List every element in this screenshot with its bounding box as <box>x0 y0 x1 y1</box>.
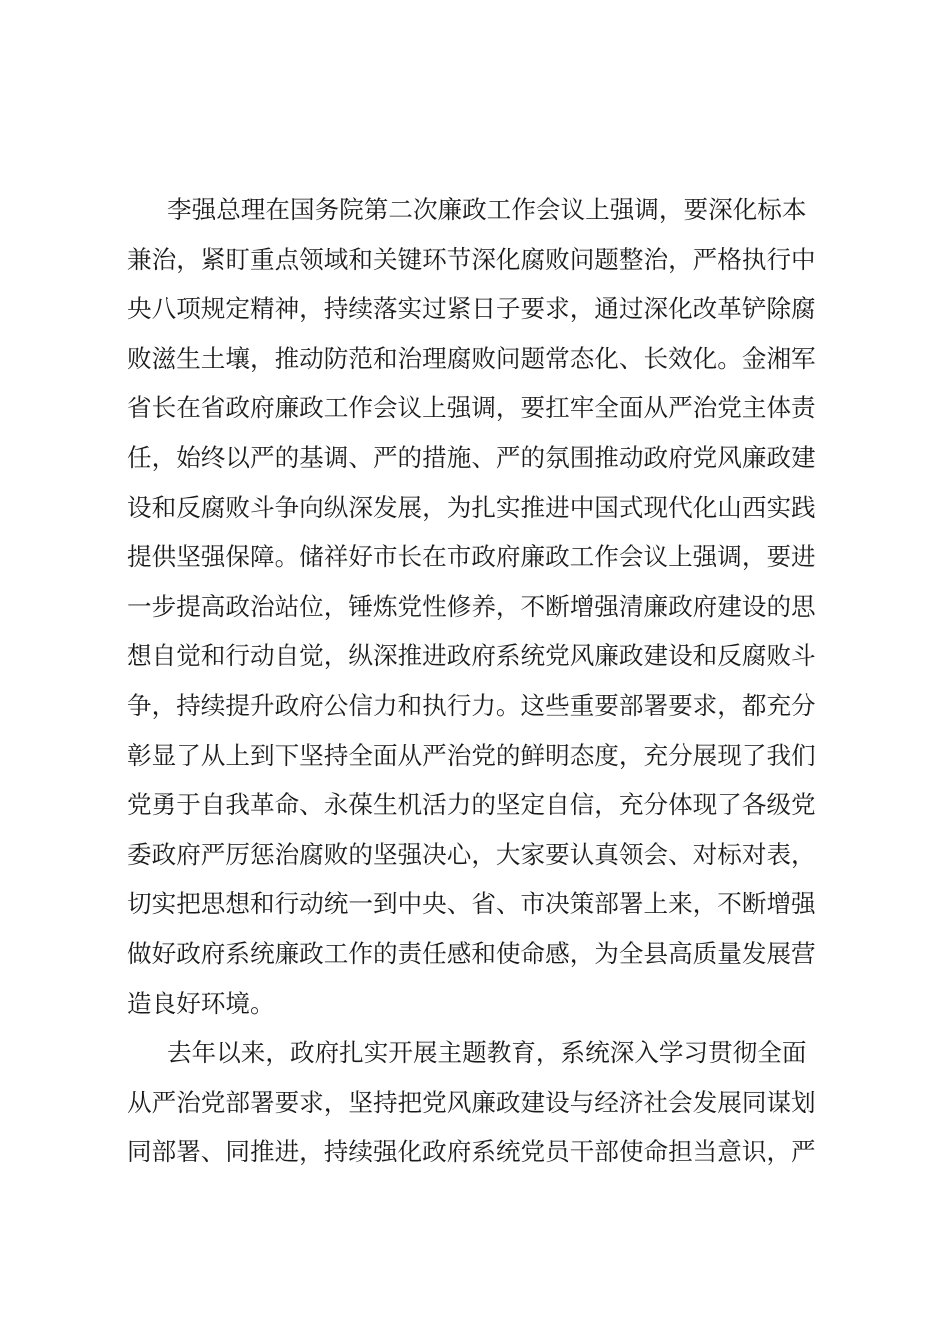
text-line: 同部署、同推进，持续强化政府系统党员干部使命担当意识，严 <box>127 1137 816 1167</box>
paragraph-1 <box>127 185 847 1028</box>
text-line: 党勇于自我革命、永葆生机活力的坚定自信，充分体现了各级党 <box>127 790 816 820</box>
text-line: 设和反腐败斗争向纵深发展，为扎实推进中国式现代化山西实践 <box>127 492 816 522</box>
text-line: 委政府严厉惩治腐败的坚强决心，大家要认真领会、对标对表， <box>127 839 816 869</box>
text-line: 彰显了从上到下坚持全面从严治党的鲜明态度，充分展现了我们 <box>127 740 816 770</box>
text-line: 败滋生土壤，推动防范和治理腐败问题常态化、长效化。金湘军 <box>127 343 816 373</box>
text-line: 提供坚强保障。储祥好市长在市政府廉政工作会议上强调，要进 <box>127 542 816 572</box>
body-text <box>127 185 847 1177</box>
text-line: 李强总理在国务院第二次廉政工作会议上强调，要深化标本 <box>167 195 807 224</box>
text-line: 去年以来，政府扎实开展主题教育，系统深入学习贯彻全面 <box>167 1038 807 1068</box>
text-line: 造良好环境。 <box>127 988 275 1018</box>
text-line: 争，持续提升政府公信力和执行力。这些重要部署要求，都充分 <box>127 690 816 720</box>
text-line: 想自觉和行动自觉，纵深推进政府系统党风廉政建设和反腐败斗 <box>127 641 816 671</box>
text-line: 省长在省政府廉政工作会议上强调，要扛牢全面从严治党主体责 <box>127 393 816 423</box>
text-line: 兼治，紧盯重点领域和关键环节深化腐败问题整治，严格执行中 <box>127 244 816 274</box>
text-line: 从严治党部署要求，坚持把党风廉政建设与经济社会发展同谋划 <box>127 1087 816 1117</box>
text-line: 央八项规定精神，持续落实过紧日子要求，通过深化改革铲除腐 <box>127 294 816 324</box>
text-line: 做好政府系统廉政工作的责任感和使命感，为全县高质量发展营 <box>127 938 816 968</box>
paragraph-2 <box>127 1028 847 1177</box>
text-line: 任，始终以严的基调、严的措施、严的氛围推动政府党风廉政建 <box>127 442 816 472</box>
text-line: 切实把思想和行动统一到中央、省、市决策部署上来，不断增强 <box>127 889 816 919</box>
text-line: 一步提高政治站位，锤炼党性修养，不断增强清廉政府建设的思 <box>127 591 816 621</box>
